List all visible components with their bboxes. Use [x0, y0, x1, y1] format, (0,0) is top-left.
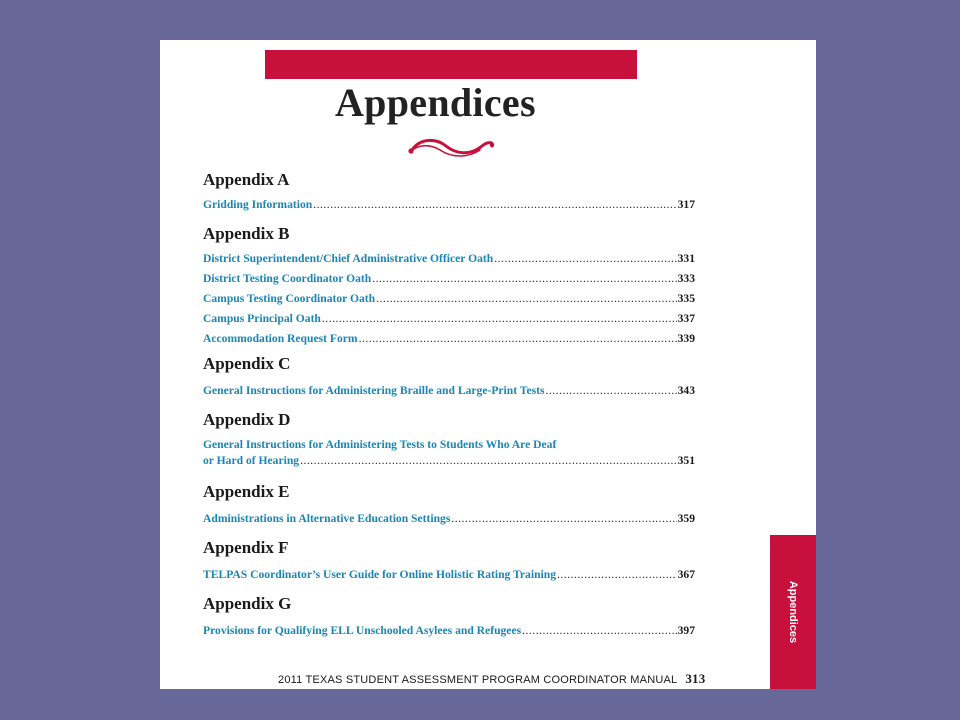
- page-title: Appendices: [335, 80, 536, 125]
- appendix-heading: Appendix D: [203, 410, 291, 429]
- appendix-f: [203, 537, 695, 585]
- ornament-swash-icon: [406, 132, 496, 160]
- entry-page: 351: [677, 454, 695, 467]
- dot-leader: [545, 381, 676, 401]
- dot-leader: [376, 289, 676, 309]
- entry-title: TELPAS Coordinator’s User Guide for Online Holistic Rating Training: [203, 568, 556, 581]
- entry-title: Accommodation Request Form: [203, 332, 358, 345]
- entry-page: 367: [677, 568, 695, 581]
- dot-leader: [372, 269, 676, 289]
- toc-entry[interactable]: [203, 565, 695, 585]
- toc-entry[interactable]: [203, 621, 695, 641]
- appendix-b: [203, 223, 695, 349]
- entry-title: Gridding Information: [203, 198, 313, 211]
- toc-entry[interactable]: [203, 249, 695, 269]
- page-footer: [278, 671, 705, 687]
- entry-title: District Superintendent/Chief Administrative Officer Oath: [203, 252, 494, 265]
- dot-leader: [313, 195, 676, 215]
- entry-page: 359: [677, 512, 695, 525]
- dot-leader: [494, 249, 676, 269]
- appendix-heading: Appendix C: [203, 354, 291, 373]
- entry-title: General Instructions for Administering Braille and Large-Print Tests: [203, 384, 545, 397]
- entry-title-line1: General Instructions for Administering Tests to Students Who Are Deaf: [203, 438, 557, 451]
- entry-page: 397: [677, 624, 695, 637]
- appendix-g: [203, 593, 695, 641]
- footer-page-number: 313: [685, 671, 706, 686]
- dot-leader: [522, 621, 676, 641]
- section-side-tab: [770, 535, 816, 689]
- toc-entry[interactable]: [203, 269, 695, 289]
- appendix-e: [203, 481, 695, 529]
- appendix-heading: Appendix F: [203, 538, 289, 557]
- entry-title: District Testing Coordinator Oath: [203, 272, 372, 285]
- entry-title: Administrations in Alternative Education Settings: [203, 512, 451, 525]
- title-color-bar: [265, 50, 637, 79]
- dot-leader: [451, 509, 676, 529]
- toc-entry[interactable]: [203, 381, 695, 401]
- toc-entry[interactable]: [203, 289, 695, 309]
- appendix-heading: Appendix A: [203, 170, 290, 189]
- entry-title: Campus Principal Oath: [203, 312, 321, 325]
- appendix-d: [203, 409, 695, 469]
- entry-page: 331: [677, 252, 695, 265]
- entry-page: 339: [677, 332, 695, 345]
- footer-text: 2011 TEXAS STUDENT ASSESSMENT PROGRAM COORDINATOR MANUAL: [278, 674, 678, 686]
- toc-entry[interactable]: [203, 437, 695, 469]
- appendix-heading: Appendix E: [203, 482, 290, 501]
- toc-entry[interactable]: [203, 509, 695, 529]
- dot-leader: [322, 309, 677, 329]
- side-tab-label: Appendices: [787, 580, 799, 644]
- entry-title: Campus Testing Coordinator Oath: [203, 292, 376, 305]
- document-page: [160, 40, 816, 689]
- appendix-a: [203, 169, 695, 215]
- entry-page: 337: [677, 312, 695, 325]
- dot-leader: [300, 453, 677, 469]
- entry-title: Provisions for Qualifying ELL Unschooled Asylees and Refugees: [203, 624, 522, 637]
- dot-leader: [557, 565, 677, 585]
- entry-line2: [203, 453, 695, 469]
- entry-title-line2: or Hard of Hearing: [203, 454, 300, 467]
- table-of-contents: [203, 169, 695, 641]
- entry-page: 333: [677, 272, 695, 285]
- toc-entry[interactable]: [203, 195, 695, 215]
- appendix-heading: Appendix B: [203, 224, 290, 243]
- toc-entry[interactable]: [203, 329, 695, 349]
- appendix-heading: Appendix G: [203, 594, 292, 613]
- entry-page: 335: [677, 292, 695, 305]
- dot-leader: [359, 329, 677, 349]
- entry-page: 343: [677, 384, 695, 397]
- appendix-c: [203, 353, 695, 401]
- entry-page: 317: [677, 198, 695, 211]
- toc-entry[interactable]: [203, 309, 695, 329]
